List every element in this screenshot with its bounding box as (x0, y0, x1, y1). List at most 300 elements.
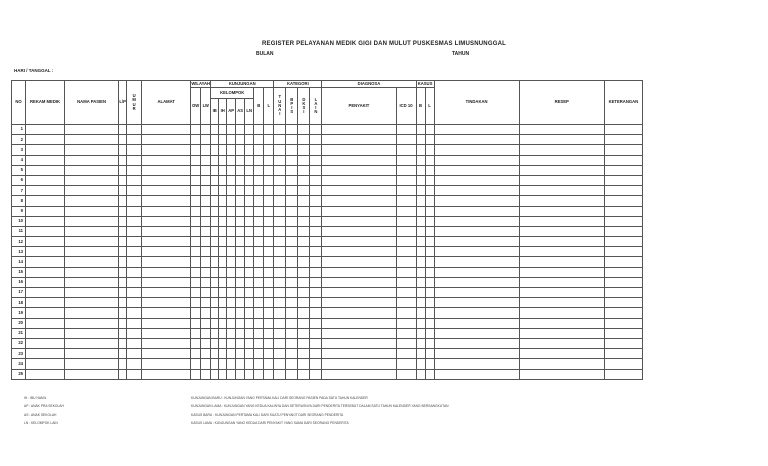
table-cell[interactable] (127, 226, 142, 236)
table-cell[interactable] (201, 298, 211, 308)
table-cell[interactable] (227, 175, 236, 185)
table-cell[interactable] (425, 175, 434, 185)
table-cell[interactable] (201, 257, 211, 267)
table-cell[interactable] (310, 155, 322, 165)
table-cell[interactable] (142, 328, 191, 338)
table-cell[interactable] (604, 328, 642, 338)
table-cell[interactable] (286, 318, 298, 328)
table-cell[interactable] (245, 277, 254, 287)
table-cell[interactable] (65, 196, 119, 206)
table-cell[interactable] (254, 196, 264, 206)
table-cell[interactable] (519, 155, 604, 165)
table-cell[interactable] (425, 216, 434, 226)
table-cell[interactable] (434, 349, 519, 359)
table-cell[interactable] (274, 308, 286, 318)
table-cell[interactable] (65, 247, 119, 257)
table-cell[interactable] (119, 196, 127, 206)
table-cell[interactable] (274, 155, 286, 165)
table-cell[interactable] (119, 369, 127, 379)
table-cell[interactable] (127, 288, 142, 298)
table-cell[interactable] (219, 318, 227, 328)
table-cell[interactable] (211, 247, 219, 257)
table-cell[interactable] (425, 349, 434, 359)
table-cell[interactable] (396, 308, 416, 318)
table-cell[interactable] (604, 125, 642, 135)
table-cell[interactable] (127, 247, 142, 257)
table-cell[interactable] (65, 155, 119, 165)
table-cell[interactable] (26, 125, 65, 135)
table-cell[interactable] (322, 135, 396, 145)
table-cell[interactable] (227, 349, 236, 359)
table-cell[interactable] (26, 308, 65, 318)
table-cell[interactable] (245, 349, 254, 359)
table-cell[interactable] (26, 257, 65, 267)
table-cell[interactable] (245, 237, 254, 247)
table-cell[interactable] (425, 288, 434, 298)
table-cell[interactable] (65, 298, 119, 308)
table-cell[interactable] (425, 359, 434, 369)
table-cell[interactable] (286, 349, 298, 359)
table-cell[interactable] (211, 267, 219, 277)
table-cell[interactable] (274, 369, 286, 379)
table-cell[interactable] (434, 186, 519, 196)
table-cell[interactable] (127, 318, 142, 328)
table-cell[interactable] (264, 267, 274, 277)
table-cell[interactable] (604, 298, 642, 308)
table-cell[interactable] (604, 216, 642, 226)
table-cell[interactable] (264, 155, 274, 165)
table-cell[interactable] (211, 175, 219, 185)
table-cell[interactable] (26, 216, 65, 226)
table-cell[interactable] (425, 226, 434, 236)
table-cell[interactable] (142, 237, 191, 247)
table-cell[interactable] (26, 186, 65, 196)
table-cell[interactable] (264, 237, 274, 247)
table-cell[interactable] (396, 267, 416, 277)
table-cell[interactable] (236, 125, 245, 135)
table-cell[interactable] (274, 186, 286, 196)
table-cell[interactable] (298, 247, 310, 257)
table-cell[interactable] (519, 145, 604, 155)
table-cell[interactable] (201, 165, 211, 175)
table-cell[interactable] (191, 277, 201, 287)
table-cell[interactable] (604, 257, 642, 267)
table-cell[interactable] (26, 369, 65, 379)
table-cell[interactable] (26, 226, 65, 236)
table-cell[interactable] (434, 369, 519, 379)
table-cell[interactable] (201, 135, 211, 145)
table-cell[interactable] (519, 247, 604, 257)
table-cell[interactable] (298, 267, 310, 277)
table-cell[interactable] (286, 237, 298, 247)
table-cell[interactable] (604, 175, 642, 185)
table-cell[interactable] (425, 318, 434, 328)
table-cell[interactable] (142, 135, 191, 145)
table-cell[interactable] (286, 175, 298, 185)
table-cell[interactable] (322, 277, 396, 287)
table-cell[interactable] (191, 267, 201, 277)
table-cell[interactable] (227, 206, 236, 216)
table-cell[interactable] (245, 206, 254, 216)
table-cell[interactable] (65, 267, 119, 277)
table-cell[interactable] (219, 216, 227, 226)
table-cell[interactable] (236, 145, 245, 155)
table-cell[interactable] (227, 155, 236, 165)
table-cell[interactable] (211, 165, 219, 175)
table-cell[interactable] (191, 226, 201, 236)
table-cell[interactable] (298, 237, 310, 247)
table-cell[interactable] (119, 237, 127, 247)
table-cell[interactable] (26, 359, 65, 369)
table-cell[interactable] (425, 298, 434, 308)
table-cell[interactable] (310, 308, 322, 318)
table-cell[interactable] (227, 247, 236, 257)
table-cell[interactable] (236, 328, 245, 338)
table-cell[interactable] (211, 369, 219, 379)
table-cell[interactable] (201, 186, 211, 196)
table-cell[interactable] (227, 216, 236, 226)
table-cell[interactable] (434, 308, 519, 318)
table-cell[interactable] (298, 145, 310, 155)
table-cell[interactable] (211, 155, 219, 165)
table-cell[interactable] (396, 175, 416, 185)
table-cell[interactable] (310, 359, 322, 369)
table-cell[interactable] (201, 349, 211, 359)
table-cell[interactable] (236, 369, 245, 379)
table-cell[interactable] (519, 216, 604, 226)
table-cell[interactable] (245, 267, 254, 277)
table-cell[interactable] (201, 237, 211, 247)
table-cell[interactable] (219, 328, 227, 338)
table-cell[interactable] (322, 155, 396, 165)
table-cell[interactable] (434, 226, 519, 236)
table-cell[interactable] (286, 328, 298, 338)
table-cell[interactable] (227, 135, 236, 145)
table-cell[interactable] (254, 267, 264, 277)
table-cell[interactable] (211, 237, 219, 247)
table-cell[interactable] (396, 165, 416, 175)
table-cell[interactable] (227, 196, 236, 206)
table-cell[interactable] (604, 359, 642, 369)
table-cell[interactable] (127, 328, 142, 338)
table-cell[interactable] (298, 226, 310, 236)
table-cell[interactable] (274, 318, 286, 328)
table-cell[interactable] (65, 135, 119, 145)
table-cell[interactable] (310, 237, 322, 247)
table-cell[interactable] (604, 318, 642, 328)
table-cell[interactable] (416, 135, 425, 145)
table-cell[interactable] (286, 206, 298, 216)
table-cell[interactable] (201, 247, 211, 257)
table-cell[interactable] (434, 338, 519, 348)
table-cell[interactable] (119, 298, 127, 308)
table-cell[interactable] (127, 349, 142, 359)
table-cell[interactable] (322, 328, 396, 338)
table-cell[interactable] (310, 298, 322, 308)
table-cell[interactable] (254, 145, 264, 155)
table-cell[interactable] (127, 165, 142, 175)
table-cell[interactable] (519, 338, 604, 348)
table-cell[interactable] (310, 328, 322, 338)
table-cell[interactable] (201, 155, 211, 165)
table-cell[interactable] (127, 237, 142, 247)
table-cell[interactable] (142, 288, 191, 298)
table-cell[interactable] (416, 288, 425, 298)
table-cell[interactable] (254, 298, 264, 308)
table-cell[interactable] (416, 338, 425, 348)
table-cell[interactable] (434, 318, 519, 328)
table-cell[interactable] (211, 125, 219, 135)
table-cell[interactable] (286, 155, 298, 165)
table-cell[interactable] (286, 338, 298, 348)
table-cell[interactable] (416, 237, 425, 247)
table-cell[interactable] (191, 328, 201, 338)
table-cell[interactable] (65, 226, 119, 236)
table-cell[interactable] (264, 206, 274, 216)
table-cell[interactable] (274, 196, 286, 206)
table-cell[interactable] (310, 288, 322, 298)
table-cell[interactable] (142, 145, 191, 155)
table-cell[interactable] (254, 216, 264, 226)
table-cell[interactable] (434, 247, 519, 257)
table-cell[interactable] (211, 206, 219, 216)
table-cell[interactable] (322, 369, 396, 379)
table-cell[interactable] (119, 318, 127, 328)
table-cell[interactable] (434, 288, 519, 298)
table-cell[interactable] (119, 308, 127, 318)
table-cell[interactable] (254, 135, 264, 145)
table-cell[interactable] (254, 318, 264, 328)
table-cell[interactable] (219, 155, 227, 165)
table-cell[interactable] (310, 369, 322, 379)
table-cell[interactable] (236, 237, 245, 247)
table-cell[interactable] (416, 196, 425, 206)
table-cell[interactable] (322, 175, 396, 185)
table-cell[interactable] (142, 308, 191, 318)
table-cell[interactable] (254, 257, 264, 267)
table-cell[interactable] (26, 288, 65, 298)
table-cell[interactable] (236, 247, 245, 257)
table-cell[interactable] (298, 175, 310, 185)
table-cell[interactable] (236, 155, 245, 165)
table-cell[interactable] (119, 135, 127, 145)
table-cell[interactable] (604, 226, 642, 236)
table-cell[interactable] (298, 318, 310, 328)
table-cell[interactable] (519, 237, 604, 247)
table-cell[interactable] (322, 237, 396, 247)
table-cell[interactable] (245, 247, 254, 257)
table-cell[interactable] (26, 328, 65, 338)
table-cell[interactable] (191, 359, 201, 369)
table-cell[interactable] (604, 165, 642, 175)
table-cell[interactable] (142, 125, 191, 135)
table-cell[interactable] (519, 206, 604, 216)
table-cell[interactable] (286, 125, 298, 135)
table-cell[interactable] (211, 359, 219, 369)
table-cell[interactable] (310, 135, 322, 145)
table-cell[interactable] (519, 125, 604, 135)
table-cell[interactable] (416, 165, 425, 175)
table-cell[interactable] (236, 288, 245, 298)
table-cell[interactable] (274, 226, 286, 236)
table-cell[interactable] (274, 165, 286, 175)
table-cell[interactable] (245, 318, 254, 328)
table-cell[interactable] (65, 308, 119, 318)
table-cell[interactable] (604, 267, 642, 277)
table-cell[interactable] (396, 349, 416, 359)
table-cell[interactable] (254, 206, 264, 216)
table-cell[interactable] (274, 145, 286, 155)
table-cell[interactable] (254, 247, 264, 257)
table-cell[interactable] (298, 328, 310, 338)
table-cell[interactable] (211, 216, 219, 226)
table-cell[interactable] (219, 196, 227, 206)
table-cell[interactable] (142, 349, 191, 359)
table-cell[interactable] (201, 359, 211, 369)
table-cell[interactable] (396, 298, 416, 308)
table-cell[interactable] (434, 165, 519, 175)
table-cell[interactable] (227, 237, 236, 247)
table-cell[interactable] (227, 298, 236, 308)
table-cell[interactable] (127, 298, 142, 308)
table-cell[interactable] (142, 318, 191, 328)
table-cell[interactable] (142, 216, 191, 226)
table-cell[interactable] (416, 359, 425, 369)
table-cell[interactable] (245, 175, 254, 185)
table-cell[interactable] (127, 155, 142, 165)
table-cell[interactable] (604, 288, 642, 298)
table-cell[interactable] (519, 186, 604, 196)
table-cell[interactable] (245, 165, 254, 175)
table-cell[interactable] (219, 237, 227, 247)
table-cell[interactable] (219, 308, 227, 318)
table-cell[interactable] (264, 369, 274, 379)
table-cell[interactable] (142, 175, 191, 185)
table-cell[interactable] (227, 338, 236, 348)
table-cell[interactable] (245, 186, 254, 196)
table-cell[interactable] (219, 125, 227, 135)
table-cell[interactable] (119, 359, 127, 369)
table-cell[interactable] (519, 369, 604, 379)
table-cell[interactable] (416, 267, 425, 277)
table-cell[interactable] (227, 226, 236, 236)
table-cell[interactable] (416, 216, 425, 226)
table-cell[interactable] (201, 288, 211, 298)
table-cell[interactable] (254, 237, 264, 247)
table-cell[interactable] (236, 216, 245, 226)
table-cell[interactable] (416, 206, 425, 216)
table-cell[interactable] (434, 298, 519, 308)
table-cell[interactable] (396, 196, 416, 206)
table-cell[interactable] (322, 145, 396, 155)
table-cell[interactable] (396, 226, 416, 236)
table-cell[interactable] (264, 298, 274, 308)
table-cell[interactable] (219, 145, 227, 155)
table-cell[interactable] (519, 359, 604, 369)
table-cell[interactable] (65, 359, 119, 369)
table-cell[interactable] (219, 247, 227, 257)
table-cell[interactable] (191, 349, 201, 359)
table-cell[interactable] (201, 267, 211, 277)
table-cell[interactable] (396, 125, 416, 135)
table-cell[interactable] (396, 257, 416, 267)
table-cell[interactable] (264, 288, 274, 298)
table-cell[interactable] (519, 175, 604, 185)
table-cell[interactable] (201, 206, 211, 216)
table-cell[interactable] (211, 308, 219, 318)
table-cell[interactable] (227, 318, 236, 328)
table-cell[interactable] (519, 288, 604, 298)
table-cell[interactable] (298, 125, 310, 135)
table-cell[interactable] (396, 237, 416, 247)
table-cell[interactable] (245, 308, 254, 318)
table-cell[interactable] (191, 247, 201, 257)
table-cell[interactable] (322, 288, 396, 298)
table-cell[interactable] (298, 186, 310, 196)
table-cell[interactable] (227, 277, 236, 287)
table-cell[interactable] (519, 328, 604, 338)
table-cell[interactable] (254, 175, 264, 185)
table-cell[interactable] (425, 277, 434, 287)
table-cell[interactable] (211, 328, 219, 338)
table-cell[interactable] (322, 165, 396, 175)
table-cell[interactable] (519, 165, 604, 175)
table-cell[interactable] (254, 165, 264, 175)
table-cell[interactable] (219, 288, 227, 298)
table-cell[interactable] (310, 216, 322, 226)
table-cell[interactable] (274, 328, 286, 338)
table-cell[interactable] (219, 257, 227, 267)
table-cell[interactable] (264, 257, 274, 267)
table-cell[interactable] (519, 267, 604, 277)
table-cell[interactable] (245, 359, 254, 369)
table-cell[interactable] (416, 369, 425, 379)
table-cell[interactable] (274, 247, 286, 257)
table-cell[interactable] (434, 135, 519, 145)
table-cell[interactable] (191, 288, 201, 298)
table-cell[interactable] (236, 226, 245, 236)
table-cell[interactable] (65, 186, 119, 196)
table-cell[interactable] (211, 135, 219, 145)
table-cell[interactable] (396, 135, 416, 145)
table-cell[interactable] (119, 349, 127, 359)
table-cell[interactable] (416, 277, 425, 287)
table-cell[interactable] (227, 328, 236, 338)
table-cell[interactable] (191, 186, 201, 196)
table-cell[interactable] (191, 369, 201, 379)
table-cell[interactable] (142, 226, 191, 236)
table-cell[interactable] (191, 298, 201, 308)
table-cell[interactable] (434, 206, 519, 216)
table-cell[interactable] (274, 216, 286, 226)
table-cell[interactable] (274, 237, 286, 247)
table-cell[interactable] (227, 369, 236, 379)
table-cell[interactable] (245, 145, 254, 155)
table-cell[interactable] (227, 186, 236, 196)
table-cell[interactable] (425, 155, 434, 165)
table-cell[interactable] (434, 196, 519, 206)
table-cell[interactable] (298, 338, 310, 348)
table-cell[interactable] (604, 369, 642, 379)
table-cell[interactable] (298, 257, 310, 267)
table-cell[interactable] (322, 206, 396, 216)
table-cell[interactable] (604, 145, 642, 155)
table-cell[interactable] (127, 175, 142, 185)
table-cell[interactable] (245, 338, 254, 348)
table-cell[interactable] (310, 165, 322, 175)
table-cell[interactable] (322, 338, 396, 348)
table-cell[interactable] (26, 298, 65, 308)
